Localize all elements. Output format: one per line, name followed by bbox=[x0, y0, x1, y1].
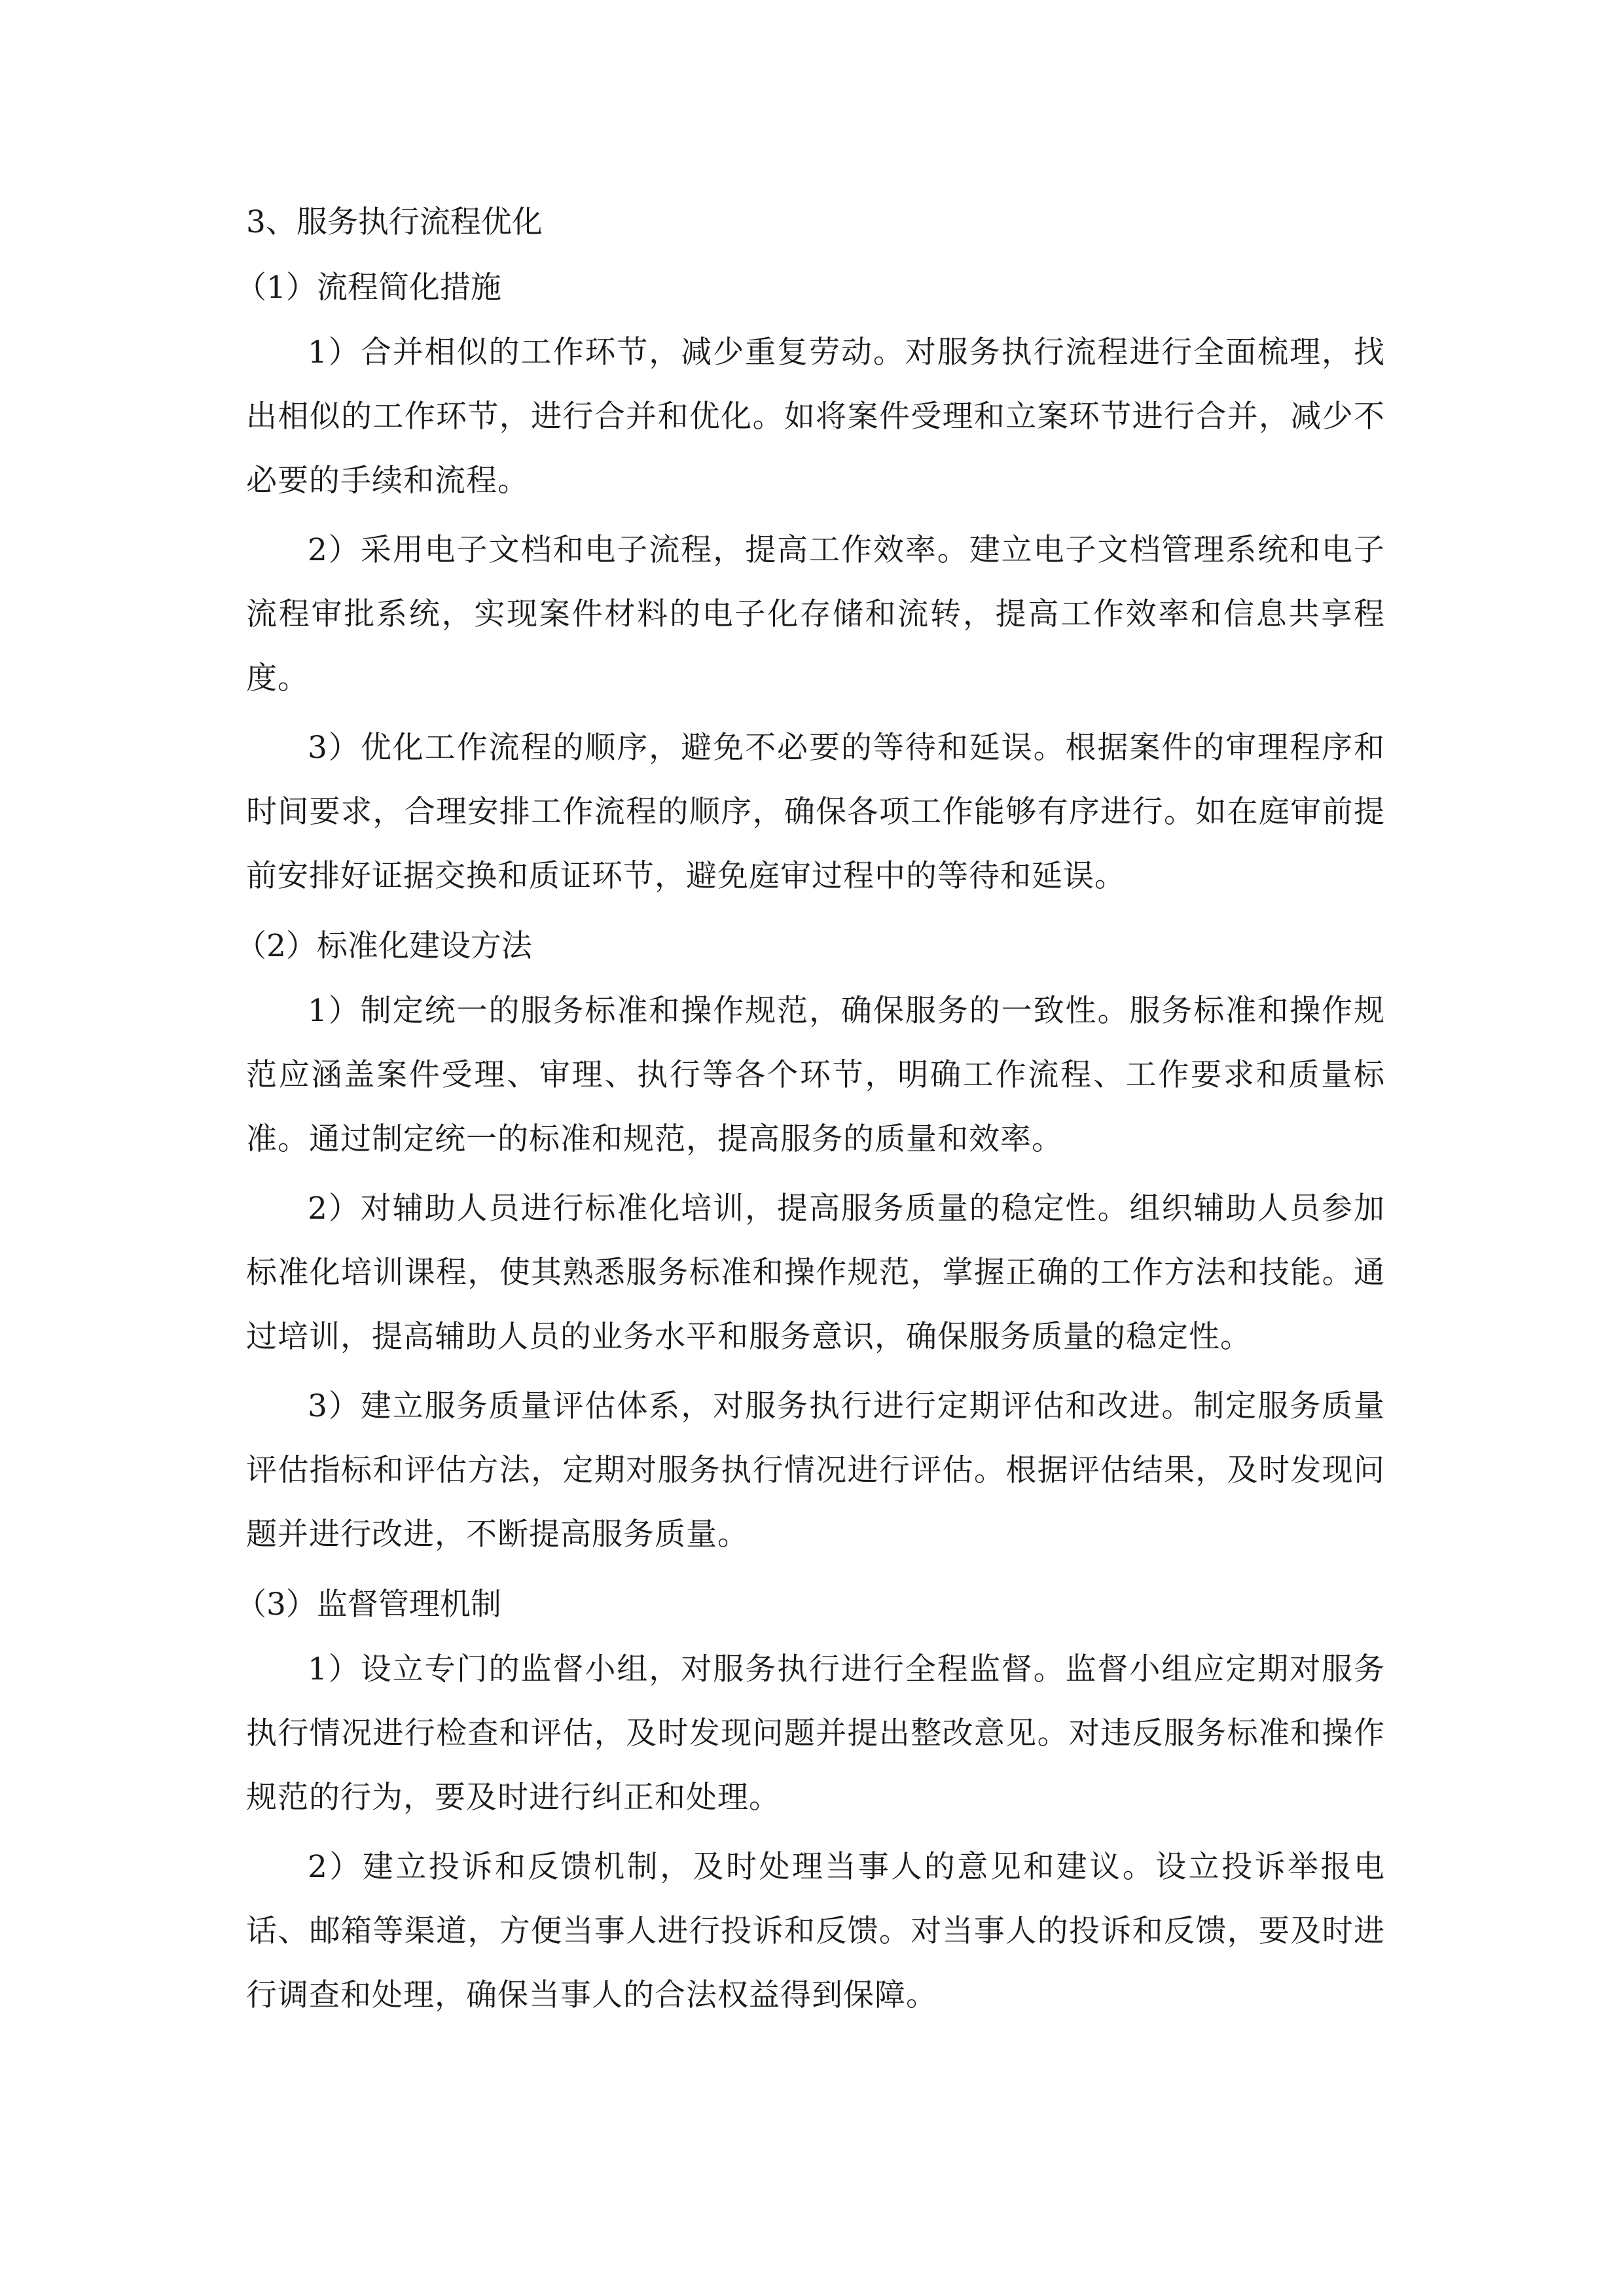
paragraph: 1）合并相似的工作环节，减少重复劳动。对服务执行流程进行全面梳理，找出相似的工作环节，进行合并和优化。如将案件受理和立案环节进行合并，减少不必要的手续和流程。 bbox=[246, 334, 1385, 499]
subsection-heading: （3）监督管理机制 bbox=[236, 1587, 501, 1623]
paragraph: 1）设立专门的监督小组，对服务执行进行全程监督。监督小组应定期对服务执行情况进行检查和评估，及时发现问题并提出整改意见。对违反服务标准和操作规范的行为，要及时进行纠正和处理。 bbox=[246, 1651, 1385, 1816]
subsection-heading: （2）标准化建设方法 bbox=[236, 928, 532, 964]
paragraph: 2）采用电子文档和电子流程，提高工作效率。建立电子文档管理系统和电子流程审批系统，实现案件材料的电子化存储和流转，提高工作效率和信息共享程度。 bbox=[246, 532, 1385, 696]
paragraph: 1）制定统一的服务标准和操作规范，确保服务的一致性。服务标准和操作规范应涵盖案件受理、审理、执行等各个环节，明确工作流程、工作要求和质量标准。通过制定统一的标准和规范，提高服务的质量和效率。 bbox=[246, 993, 1385, 1157]
subsection-heading: （1）流程简化措施 bbox=[236, 270, 501, 306]
paragraph: 3）优化工作流程的顺序，避免不必要的等待和延误。根据案件的审理程序和时间要求，合理安排工作流程的顺序，确保各项工作能够有序进行。如在庭审前提前安排好证据交换和质证环节，避免庭审过程中的等待和延误。 bbox=[246, 730, 1385, 894]
paragraph: 2）建立投诉和反馈机制，及时处理当事人的意见和建议。设立投诉举报电话、邮箱等渠道，方便当事人进行投诉和反馈。对当事人的投诉和反馈，要及时进行调查和处理，确保当事人的合法权益得到保障。 bbox=[246, 1849, 1385, 2013]
section-title: 3、服务执行流程优化 bbox=[246, 204, 543, 240]
paragraph: 3）建立服务质量评估体系，对服务执行进行定期评估和改进。制定服务质量评估指标和评估方法，定期对服务执行情况进行评估。根据评估结果，及时发现问题并进行改进，不断提高服务质量。 bbox=[246, 1388, 1385, 1552]
paragraph: 2）对辅助人员进行标准化培训，提高服务质量的稳定性。组织辅助人员参加标准化培训课程，使其熟悉服务标准和操作规范，掌握正确的工作方法和技能。通过培训，提高辅助人员的业务水平和服务意识，确保服务质量的稳定性。 bbox=[246, 1191, 1385, 1355]
document-body bbox=[236, 190, 1385, 2028]
